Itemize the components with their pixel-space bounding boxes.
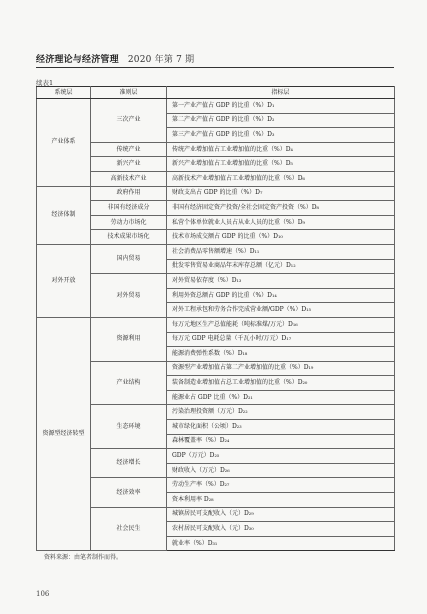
table-row xyxy=(37,478,395,493)
page-number: 106 xyxy=(36,590,50,598)
table-row xyxy=(37,230,395,245)
criterion-layer-cell: 非国有经济成分 xyxy=(91,201,167,216)
indicator-cell: 每万元 GDP 电耗总量（千瓦小时/万元）D₁₇ xyxy=(167,332,395,347)
indicator-cell: 装备制造业增加值占总工业增加值的比重（%）D₂₀ xyxy=(167,376,395,391)
indicator-cell: 劳动生产率（%）D₂₇ xyxy=(167,478,395,493)
table-header-row xyxy=(37,87,395,99)
indicator-cell: 利用外资总额占 GDP 的比重（%）D₁₄ xyxy=(167,288,395,303)
criterion-layer-cell: 国内贸易 xyxy=(91,244,167,273)
table-row xyxy=(37,171,395,186)
system-layer-cell: 产业体系 xyxy=(37,99,91,187)
journal-name: 经济理论与经济管理 xyxy=(36,55,119,65)
column-header-criterion: 准则层 xyxy=(91,87,167,99)
criterion-layer-cell: 社会民生 xyxy=(91,507,167,551)
criterion-layer-cell: 高新技术产业 xyxy=(91,171,167,186)
journal-issue: 2020 年第 7 期 xyxy=(127,55,195,65)
table-row xyxy=(37,274,395,289)
table-row xyxy=(37,157,395,172)
column-header-system: 系统层 xyxy=(37,87,91,99)
criterion-layer-cell: 传统产业 xyxy=(91,142,167,157)
indicator-cell: 批发零售贸易业商品年末库存总额（亿元）D₁₂ xyxy=(167,259,395,274)
criterion-layer-cell: 政府作用 xyxy=(91,186,167,201)
criterion-layer-cell: 资源利用 xyxy=(91,317,167,361)
indicator-cell: 第一产业产值占 GDP 的比重（%）D₁ xyxy=(167,99,395,114)
indicator-cell: 农村居民可支配收入（元）D₃₀ xyxy=(167,522,395,537)
indicator-cell: GDP（万元）D₂₅ xyxy=(167,449,395,464)
table-row xyxy=(37,142,395,157)
indicator-cell: 传统产业增加值占工业增加值的比重（%）D₄ xyxy=(167,142,395,157)
indicator-cell: 第二产业产值占 GDP 的比重（%）D₂ xyxy=(167,113,395,128)
indicator-cell: 新兴产业增加值占工业增加值的比重（%）D₅ xyxy=(167,157,395,172)
system-layer-cell: 经济体制 xyxy=(37,186,91,244)
indicator-cell: 社会消费品零售额增速（%）D₁₁ xyxy=(167,244,395,259)
system-layer-cell: 资源型经济转型 xyxy=(37,317,91,551)
table-body xyxy=(37,99,395,551)
table-row xyxy=(37,405,395,420)
indicator-cell: 技术市场成交额占 GDP 的比重（%）D₁₀ xyxy=(167,230,395,245)
table-row xyxy=(37,186,395,201)
table-row xyxy=(37,361,395,376)
system-layer-cell: 对外开放 xyxy=(37,244,91,317)
indicator-table xyxy=(36,86,395,551)
criterion-layer-cell: 生态环境 xyxy=(91,405,167,449)
indicator-cell: 财政支出占 GDP 的比重（%）D₇ xyxy=(167,186,395,201)
indicator-cell: 对外工程承包和劳务合作完成营业额/GDP（%）D₁₅ xyxy=(167,303,395,318)
table-row xyxy=(37,449,395,464)
indicator-cell: 财政收入（万元）D₂₆ xyxy=(167,463,395,478)
table-row xyxy=(37,244,395,259)
indicator-cell: 城市绿化面积（公顷）D₂₃ xyxy=(167,420,395,435)
indicator-cell: 资源型产业增加值占第二产业增加值的比重（%）D₁₉ xyxy=(167,361,395,376)
indicator-cell: 非国有经济固定资产投资/全社会固定资产投资（%）D₈ xyxy=(167,201,395,216)
indicator-cell: 森林覆盖率（%）D₂₄ xyxy=(167,434,395,449)
indicator-cell: 每万元地区生产总值能耗（吨标准煤/万元）D₁₆ xyxy=(167,317,395,332)
table-row xyxy=(37,507,395,522)
criterion-layer-cell: 经济效率 xyxy=(91,478,167,507)
table-row xyxy=(37,317,395,332)
criterion-layer-cell: 产业结构 xyxy=(91,361,167,405)
criterion-layer-cell: 三次产业 xyxy=(91,99,167,143)
indicator-cell: 城镇居民可支配收入（元）D₂₉ xyxy=(167,507,395,522)
criterion-layer-cell: 新兴产业 xyxy=(91,157,167,172)
table-row xyxy=(37,215,395,230)
indicator-cell: 第三产业产值占 GDP 的比重（%）D₃ xyxy=(167,128,395,143)
indicator-cell: 污染治理投资额（万元）D₂₂ xyxy=(167,405,395,420)
table-row xyxy=(37,201,395,216)
criterion-layer-cell: 劳动力市场化 xyxy=(91,215,167,230)
journal-header xyxy=(36,52,394,68)
table-row xyxy=(37,99,395,114)
criterion-layer-cell: 经济增长 xyxy=(91,449,167,478)
indicator-cell: 对外贸易依存度（%）D₁₃ xyxy=(167,274,395,289)
indicator-cell: 能源消费弹性系数（%）D₁₈ xyxy=(167,347,395,362)
source-note: 资料来源：由笔者制作而得。 xyxy=(44,554,123,561)
indicator-cell: 私营个体单位就业人员占从业人员的比重（%）D₉ xyxy=(167,215,395,230)
criterion-layer-cell: 对外贸易 xyxy=(91,274,167,318)
criterion-layer-cell: 技术成果市场化 xyxy=(91,230,167,245)
indicator-cell: 资本利用率 D₂₈ xyxy=(167,493,395,508)
indicator-cell: 高新技术产业增加值占工业增加值的比重（%）D₆ xyxy=(167,171,395,186)
indicator-cell: 就业率（%）D₃₁ xyxy=(167,536,395,551)
table-caption: 续表1 xyxy=(36,79,54,87)
indicator-cell: 能源业占 GDP 比重（%）D₂₁ xyxy=(167,390,395,405)
column-header-indicator: 指标层 xyxy=(167,87,395,99)
